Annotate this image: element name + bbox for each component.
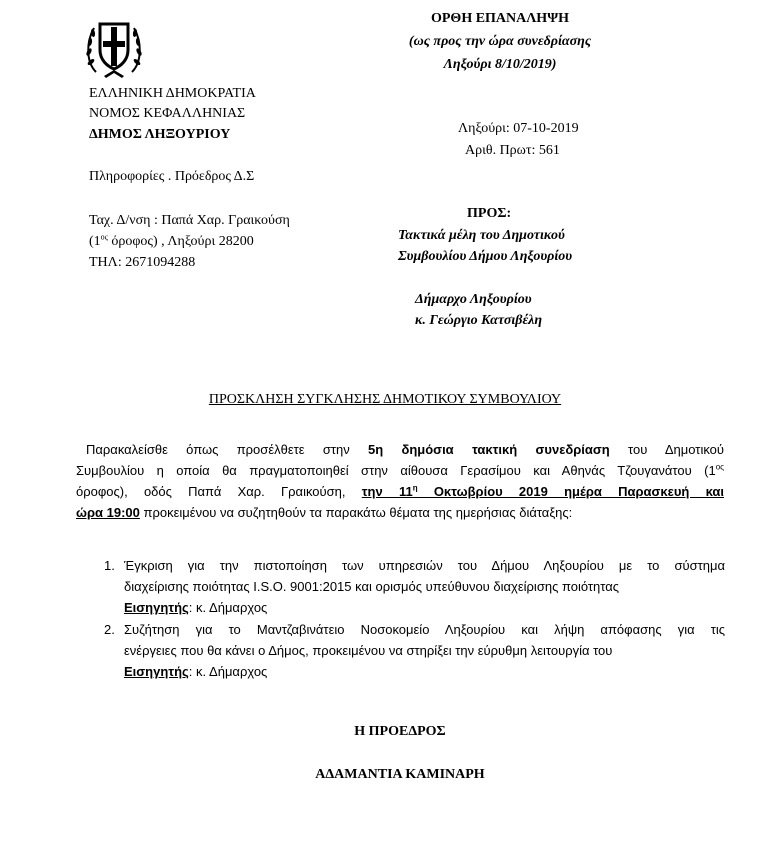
greek-coat-of-arms-icon [82,14,146,82]
issuer-address-1: Ταχ. Δ/νση : Παπά Χαρ. Γραικούση [89,213,290,228]
body-line-2: Συμβουλίου η οποία θα πραγματοποιηθεί στην αίθουσα Γερασίμου και Αθηνάς Τζουγανάτου ($1^{o\varsigma}$ [76,462,724,478]
issuer-line-3: ΔΗΜΟΣ ΛΗΞΟΥΡΙΟΥ [89,127,231,142]
recipient-1-line-1: Τακτικά μέλη του Δημοτικού [398,228,565,243]
ref-date: Ληξούρι: 07-10-2019 [458,121,579,136]
agenda-item [104,619,729,682]
agenda-item-rapporteur: Εισηγητής: κ. Δήμαρχος [124,664,268,679]
signature-name: ΑΔΑΜΑΝΤΙΑ ΚΑΜΙΝΑΡΗ [315,767,485,782]
body-line-3: όροφος), οδός Παπά Χαρ. Γραικούση, την $11^\eta$ Οκτωβρίου 2019 ημέρα Παρασκευή και [76,483,724,499]
agenda-item-text-line: Έγκριση για την πιστοποίηση των υπηρεσιών του Δήμου Ληξουρίου με το σύστημα [124,558,725,573]
agenda-item-rapporteur: Εισηγητής: κ. Δήμαρχος [124,600,268,615]
header-title: ΟΡΘΗ ΕΠΑΝΑΛΗΨΗ [430,11,569,26]
issuer-phone: ΤΗΛ: 2671094288 [89,255,196,270]
body-line-1: Παρακαλείσθε όπως προσέλθετε στην 5η δημόσια τακτική συνεδρίαση του Δημοτικού [86,442,725,457]
agenda-item-text-line: Συζήτηση για το Μαντζαβινάτειο Νοσοκομείο Ληξουρίου και λήψη απόφασης για τις [124,622,725,637]
recipient-2-line-1: Δήμαρχο Ληξουρίου [415,292,532,307]
document-heading: ΠΡΟΣΚΛΗΣΗ ΣΥΓΚΛΗΣΗΣ ΔΗΜΟΤΙΚΟΥ ΣΥΜΒΟΥΛΙΟΥ [208,392,562,407]
signature-role: Η ΠΡΟΕΔΡΟΣ [354,724,446,739]
ref-protocol: Αριθ. Πρωτ: 561 [465,143,560,158]
recipient-1-line-2: Συμβουλίου Δήμου Ληξουρίου [398,249,573,264]
header-subtitle: (ως προς την ώρα συνεδρίασης [408,34,592,49]
recipients-label: ΠΡΟΣ: [467,206,512,221]
issuer-line-2: ΝΟΜΟΣ ΚΕΦΑΛΛΗΝΙΑΣ [89,106,246,121]
agenda-item-number: 2. [104,622,115,637]
agenda-item-text-line: διαχείρισης ποιότητας I.S.O. 9001:2015 και ορισμός υπεύθυνου διαχείρισης ποιότητας [124,579,619,594]
header-date: Ληξούρι 8/10/2019) [443,57,557,72]
issuer-info: Πληροφορίες . Πρόεδρος Δ.Σ [89,169,255,184]
issuer-address-2: ($1^{o\varsigma}$ όροφος) , Ληξούρι 28200 [89,232,254,249]
body-paragraph [76,439,724,523]
agenda-item [104,555,729,618]
body-line-4: ώρα 19:00 προκειμένου να συζητηθούν τα παρακάτω θέματα της ημερήσιας διάταξης: [76,505,573,520]
agenda-item-number: 1. [104,558,115,573]
agenda-item-text-line: ενέργειες που θα κάνει ο Δήμος, προκειμένου να στηρίξει την εύρυθμη λειτουργία του [124,643,613,658]
recipient-2-line-2: κ. Γεώργιο Κατσιβέλη [415,313,543,328]
issuer-line-1: ΕΛΛΗΝΙΚΗ ΔΗΜΟΚΡΑΤΙΑ [89,86,256,101]
